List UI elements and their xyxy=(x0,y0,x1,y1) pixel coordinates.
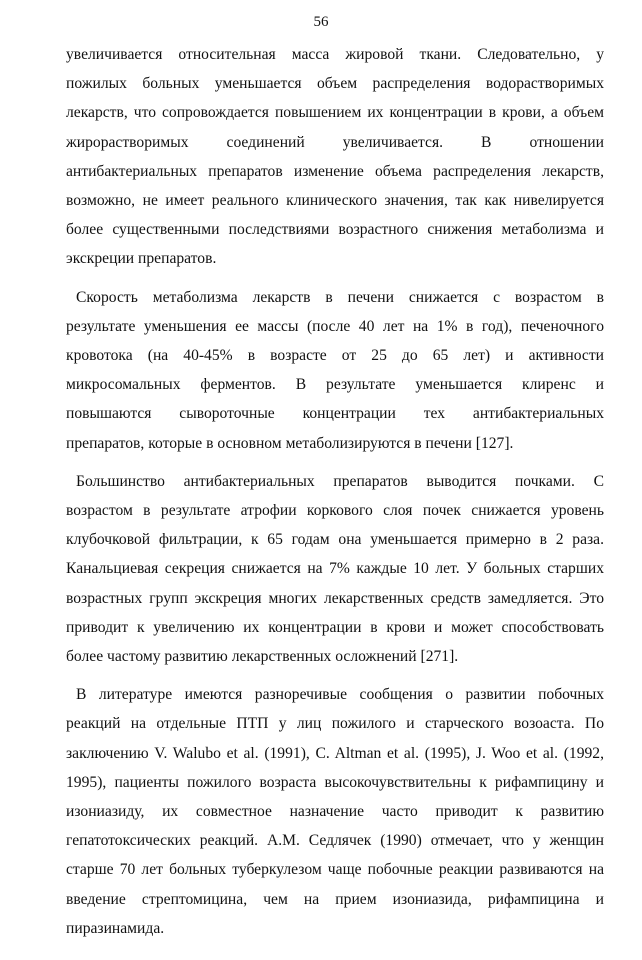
text-line: более существенными последствиями возрастного снижения метаболизма и xyxy=(66,221,604,239)
text-line: реакций на отдельные ПТП у лиц пожилого и старческого возоаста. По xyxy=(66,715,604,733)
text-line: кровотока (на 40-45% в возрасте от 25 до 65 лет) и активности xyxy=(66,347,604,365)
text-line: экскреции препаратов. xyxy=(66,250,217,268)
text-line: гепатотоксических реакций. А.М. Седлячек (1990) отмечает, что у женщин xyxy=(66,832,604,850)
text-line: старше 70 лет больных туберкулезом чаще побочные реакции развиваются на xyxy=(66,861,604,879)
paragraph-gap xyxy=(66,458,604,467)
text-line: повышаются сывороточные концентрации тех антибактериальных xyxy=(66,405,604,423)
paragraph-gap xyxy=(66,671,604,680)
text-line: изониазиду, их совместное назначение часто приводит к развитию xyxy=(66,803,604,821)
paragraph xyxy=(66,40,604,274)
document-body xyxy=(66,40,604,943)
text-line: клубочковой фильтрации, к 65 годам она уменьшается примерно в 2 раза. xyxy=(66,531,604,549)
text-line: заключению V. Walubo et al. (1991), C. Altman et al. (1995), J. Woo et al. (1992, xyxy=(66,744,604,762)
text-line: лекарств, что сопровождается повышением их концентрации в крови, а объем xyxy=(66,104,604,122)
text-line: увеличивается относительная масса жировой ткани. Следовательно, у xyxy=(66,46,604,63)
text-line: Канальциевая секреция снижается на 7% каждые 10 лет. У больных старших xyxy=(66,560,604,578)
text-line: пожилых больных уменьшается объем распределения водорастворимых xyxy=(66,75,604,93)
text-line: возрастом в результате атрофии коркового слоя почек снижается уровень xyxy=(66,502,604,520)
text-line: пиразинамида. xyxy=(66,919,165,937)
text-line: В литературе имеются разноречивые сообщения о развитии побочных xyxy=(76,686,604,704)
text-line: более частому развитию лекарственных осложнений [271]. xyxy=(66,648,459,666)
paragraph-gap xyxy=(66,274,604,283)
text-line: Скорость метаболизма лекарств в печени снижается с возрастом в xyxy=(76,288,604,306)
paragraph xyxy=(66,467,604,671)
text-line: приводит к увеличению их концентрации в крови и может способствовать xyxy=(66,618,604,636)
text-line: возрастных групп экскреция многих лекарственных средств замедляется. Это xyxy=(66,589,604,607)
text-line: Большинство антибактериальных препаратов выводится почками. С xyxy=(76,472,604,490)
paragraph xyxy=(66,283,604,458)
text-line: антибактериальных препаратов изменение объема распределения лекарств, xyxy=(66,162,604,180)
page-number: 56 xyxy=(313,14,329,30)
text-line: возможно, не имеет реального клинического значения, так как нивелируется xyxy=(66,192,604,210)
text-line: жирорастворимых соединений увеличивается. В отношении xyxy=(66,133,604,151)
text-line: 1995), пациенты пожилого возраста высокочувствительны к рифампицину и xyxy=(66,773,604,791)
text-line: микросомальных ферментов. В результате уменьшается клиренс и xyxy=(66,376,604,394)
text-line: результате уменьшения ее массы (после 40 лет на 1% в год), печеночного xyxy=(66,317,604,335)
paragraph xyxy=(66,680,604,943)
text-line: введение стрептомицина, чем на прием изониазида, рифампицина и xyxy=(66,890,604,908)
text-line: препаратов, которые в основном метаболизируются в печени [127]. xyxy=(66,434,514,452)
